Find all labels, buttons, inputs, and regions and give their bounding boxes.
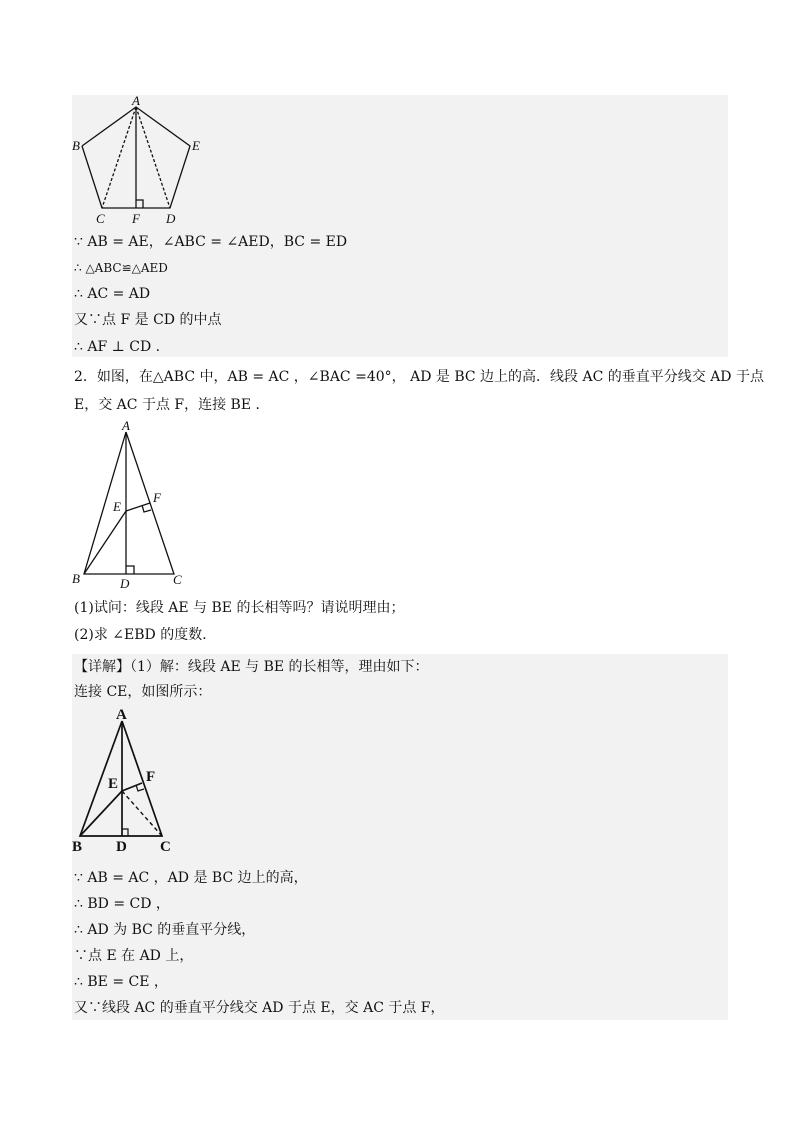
vertex-a: A <box>132 93 140 108</box>
vertex-e: E <box>113 499 121 514</box>
proof-line: ∴ △ABC≌△AED <box>74 261 168 275</box>
pentagon-figure <box>70 92 210 227</box>
question-2-part-1: (1)试问：线段 AE 与 BE 的长相等吗？请说明理由； <box>74 600 405 616</box>
solution-line: ∵点 E 在 AD 上， <box>74 948 194 964</box>
solution-line: 又∵线段 AC 的垂直平分线交 AD 于点 E，交 AC 于点 F， <box>74 1000 445 1016</box>
isosceles-triangle-figure <box>70 418 200 590</box>
vertex-a: A <box>122 418 130 433</box>
vertex-d: D <box>116 839 127 855</box>
solution-line: ∴ BE = CE ， <box>74 974 168 990</box>
vertex-c: C <box>96 211 105 226</box>
solution-line: ∴ AD 为 BC 的垂直平分线， <box>74 922 256 938</box>
proof-line: ∴ AF ⊥ CD . <box>74 339 161 355</box>
question-2-stem: 2．如图，在△ABC 中，AB = AC ，∠BAC =40°， AD 是 BC 边上的高．线段 AC 的垂直平分线交 AD 于点 <box>74 369 764 385</box>
solution-connect: 连接 CE，如图所示： <box>74 684 212 700</box>
proof-line: ∵ AB = AE，∠ABC = ∠AED，BC = ED <box>74 234 348 250</box>
solution-triangle-figure <box>70 703 180 855</box>
vertex-f: F <box>146 769 156 785</box>
question-2-stem-cont: E，交 AC 于点 F，连接 BE ． <box>74 397 270 413</box>
vertex-c: C <box>160 839 171 855</box>
vertex-f: F <box>132 211 140 226</box>
solution-line: ∴ BD = CD ， <box>74 896 170 912</box>
question-2-part-2: (2)求 ∠EBD 的度数． <box>74 627 217 643</box>
proof-line: ∴ AC = AD <box>74 286 151 302</box>
solution-heading: 【详解】（1）解：线段 AE 与 BE 的长相等，理由如下： <box>74 659 429 675</box>
vertex-c: C <box>173 572 182 587</box>
vertex-b: B <box>72 839 83 855</box>
vertex-e: E <box>192 138 200 153</box>
vertex-e: E <box>108 776 119 792</box>
vertex-b: B <box>72 571 80 586</box>
vertex-f: F <box>153 490 161 505</box>
vertex-a: A <box>116 707 127 723</box>
vertex-d: D <box>166 211 176 226</box>
vertex-d: D <box>120 576 130 590</box>
proof-line: 又∵点 F 是 CD 的中点 <box>74 312 222 328</box>
solution-line: ∵ AB = AC ，AD 是 BC 边上的高， <box>74 870 308 886</box>
vertex-b: B <box>72 138 80 153</box>
